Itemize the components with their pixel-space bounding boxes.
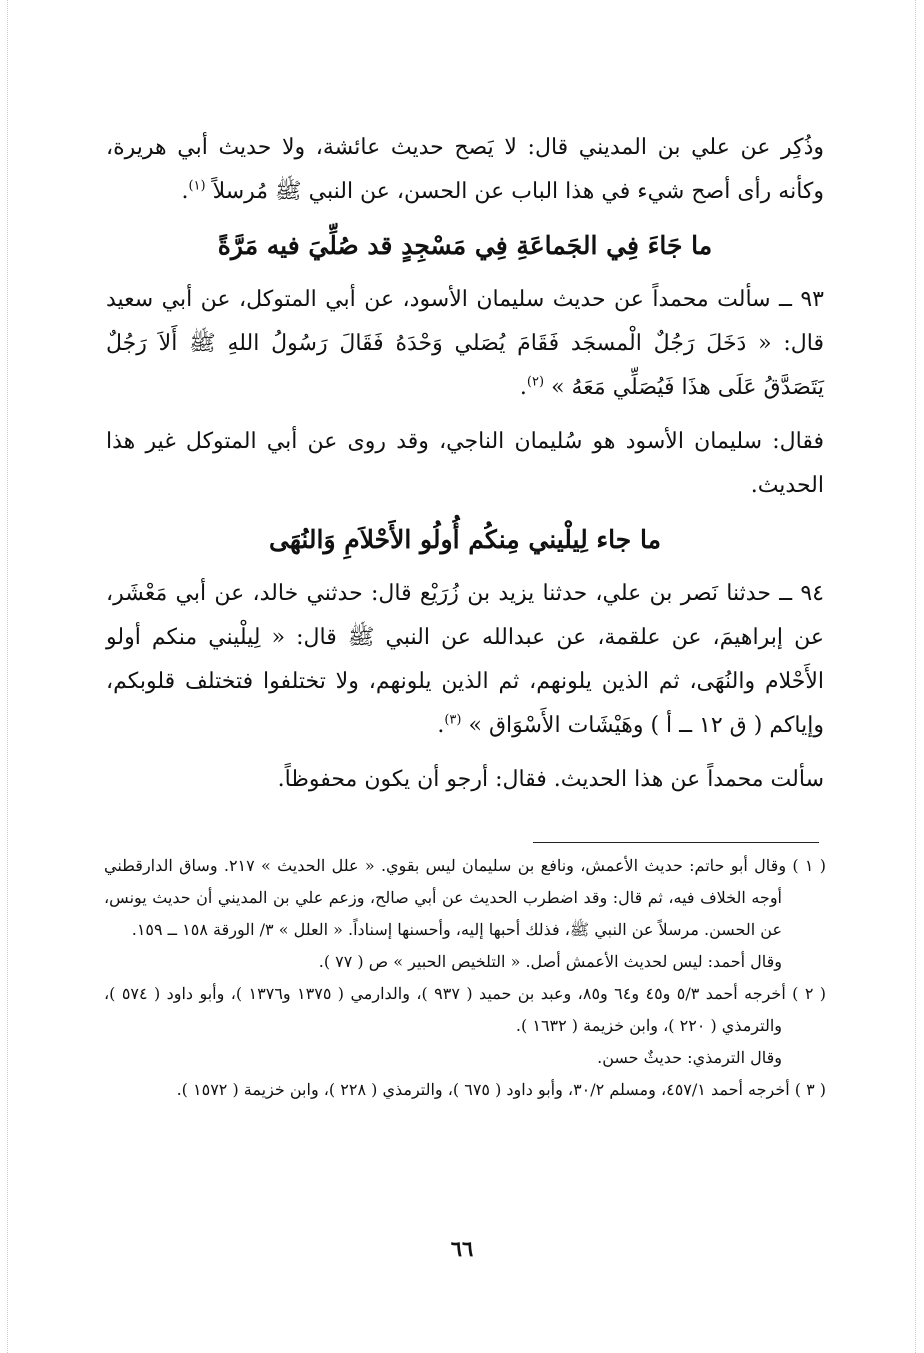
paragraph-94: ٩٤ ــ حدثنا نَصر بن علي، حدثنا يزيد بن زُرَيْع قال: حدثني خالد، عن أبي مَعْشَر، عن إبراهيمَ، عن علقمة، عن عبدالله عن النبي ﷺ قال: « لِيلْيني منكم أولو الأَحْلام والنُهَى، ثم الذين يلونهم، ثم الذين يلونهم، ولا تختلفوا فتختلف قلوبكم، وإياكم ( ق ١٢ ــ أ ) وهَيْشَات الأَسْوَاق » $^{(٣)}$. (106, 581, 824, 738)
footnotes (104, 850, 826, 1106)
footnote-1: ( ١ ) وقال أبو حاتم: حديث الأعمش، ونافع بن سليمان ليس بقوي. « علل الحديث » ٢١٧. وساق الدارقطني أوجه الخلاف فيه، ثم قال: وقد اضطرب الحديث عن أبي صالح، وزعم علي بن المديني أن حديث يونس، عن الحسن. مرسلاً عن النبي ﷺ، فذلك أحبها إليه، وأحسنها إسناداً. « العلل » ٣/ الورقة ١٥٨ ــ ١٥٩. (104, 856, 827, 939)
footnote-separator (533, 842, 819, 843)
footnote-3: ( ٣ ) أخرجه أحمد ٤٥٧/١، ومسلم ٣٠/٢، وأبو داود ( ٦٧٥ )، والترمذي ( ٢٢٨ )، وابن خزيمة ( ١٥٧٢ ). (176, 1080, 826, 1099)
page-number: ٦٦ (450, 1236, 474, 1261)
footnote-ref-3: (٣) (444, 712, 462, 728)
paragraph-1: وذُكِر عن علي بن المديني قال: لا يَصح حديث عائشة، ولا حديث أبي هريرة، وكأنه رأى أصح شيء في هذا الباب عن الحسن، عن النبي ﷺ مُرسلاً $^{(١)}$. (106, 135, 824, 204)
main-text (106, 126, 824, 802)
section-heading-1: ما جَاءَ فِي الجَماعَةِ فِي مَسْجِدٍ قد صُلِّيَ فيه مَرَّةً (217, 231, 713, 260)
paragraph-commentary-94: سألت محمداً عن هذا الحديث. فقال: أرجو أن يكون محفوظاً. (277, 767, 824, 792)
section-heading-2: ما جاء لِيلْيني مِنكُم أُولُو الأَحْلاَمِ وَالنُهَى (269, 525, 661, 554)
right-dotted-border (915, 0, 916, 1353)
paragraph-93: ٩٣ ــ سألت محمداً عن حديث سليمان الأسود، عن أبي المتوكل، عن أبي سعيد قال: « دَخَلَ رَجُلٌ الْمسجَد فَقَامَ يُصَلي وَحْدَهُ فَقَالَ رَسُولُ اللهِ ﷺ أَلاَ رَجُلٌ يَتَصَدَّقُ عَلَى هذَا فَيُصَلِّي مَعَهُ » $^{(٢)}$. (106, 287, 824, 400)
footnote-ref-2: (٢) (526, 374, 545, 390)
footnote-2: ( ٢ ) أخرجه أحمد ٥/٣ و٤٥ و٦٤ و٨٥، وعبد بن حميد ( ٩٣٧ )، والدارمي ( ١٣٧٥ و١٣٧٦ )، وأبو داود ( ٥٧٤ )، والترمذي ( ٢٢٠ )، وابن خزيمة ( ١٦٣٢ ). (104, 984, 827, 1035)
footnote-1-continued: وقال أحمد: ليس لحديث الأعمش أصل. « التلخيص الحبير » ص ( ٧٧ ). (318, 952, 782, 971)
footnote-2-continued: وقال الترمذي: حديثٌ حسن. (597, 1048, 782, 1067)
paragraph-commentary-93: فقال: سليمان الأسود هو سُليمان الناجي، وقد روى عن أبي المتوكل غير هذا الحديث. (106, 429, 824, 498)
left-dotted-border (7, 0, 8, 1353)
footnote-ref-1: (١) (188, 178, 206, 194)
